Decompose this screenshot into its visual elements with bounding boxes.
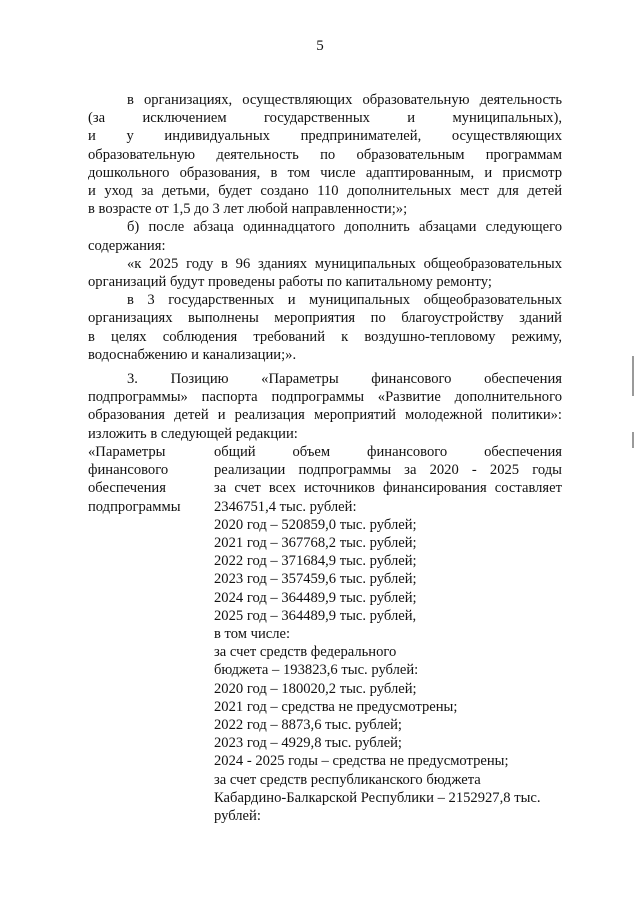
text-line: образования детей и реализация мероприятий молодежной политики»: xyxy=(88,407,562,424)
value-line: 2024 - 2025 годы – средства не предусмотрены; xyxy=(214,753,509,770)
text-line: организаций будут проведены работы по капитальному ремонту; xyxy=(88,274,492,291)
value-line: 2022 год – 371684,9 тыс. рублей; xyxy=(214,553,417,570)
label-line: обеспечения xyxy=(88,480,166,497)
paragraph-b xyxy=(88,218,562,254)
text-line: б) после абзаца одиннадцатого дополнить абзацами следующего xyxy=(127,219,562,236)
value-line: за счет средств республиканского бюджета xyxy=(214,771,481,788)
value-line: 2021 год – средства не предусмотрены; xyxy=(214,698,458,715)
value-line: 2020 год – 520859,0 тыс. рублей; xyxy=(214,516,417,533)
text-line: 3. Позицию «Параметры финансового обеспечения xyxy=(127,371,562,387)
financing-parameters-table xyxy=(88,443,562,825)
parameters-label-cell xyxy=(88,443,214,825)
text-line: образовательную деятельность по образовательным программам xyxy=(88,146,562,163)
text-line: содержания: xyxy=(88,237,166,254)
text-line: и уход за детьми, будет создано 110 дополнительных мест для детей xyxy=(88,183,562,200)
parameters-value-cell xyxy=(214,443,562,825)
value-line: 2023 год – 357459,6 тыс. рублей; xyxy=(214,571,417,588)
value-line: 2020 год – 180020,2 тыс. рублей; xyxy=(214,680,417,697)
text-line: «к 2025 году в 96 зданиях муниципальных общеобразовательных xyxy=(127,255,562,272)
value-line: за счет всех источников финансирования составляет xyxy=(214,480,562,497)
text-line: в организациях, осуществляющих образовательную деятельность xyxy=(127,92,562,108)
text-line: в возрасте от 1,5 до 3 лет любой направленности;»; xyxy=(88,201,408,218)
scan-artifact-mark xyxy=(632,356,634,396)
page-number: 5 xyxy=(316,38,324,54)
value-line: 2025 год – 364489,9 тыс. рублей, xyxy=(214,607,417,624)
label-line: подпрограммы xyxy=(88,498,181,515)
text-line: и у индивидуальных предпринимателей, осуществляющих xyxy=(88,128,562,145)
text-line: организациях выполнены мероприятия по благоустройству зданий xyxy=(88,310,562,327)
top-text-block xyxy=(88,91,562,364)
value-line: бюджета – 193823,6 тыс. рублей: xyxy=(214,662,419,679)
value-line: в том числе: xyxy=(214,626,291,643)
value-line: 2023 год – 4929,8 тыс. рублей; xyxy=(214,735,402,752)
item-3-block xyxy=(88,370,562,443)
text-line: подпрограммы» паспорта подпрограммы «Развитие дополнительного xyxy=(88,389,562,406)
value-line: 2022 год – 8873,6 тыс. рублей; xyxy=(214,717,402,734)
value-line: рублей: xyxy=(214,808,261,825)
text-line: изложить в следующей редакции: xyxy=(88,425,298,442)
paragraph-d xyxy=(88,291,562,364)
text-line: (за исключением государственных и муниципальных), xyxy=(88,110,562,127)
text-line: дошкольного образования, в том числе адаптированным, и присмотр xyxy=(88,164,562,181)
item-3-paragraph xyxy=(88,370,562,443)
text-line: в 3 государственных и муниципальных общеобразовательных xyxy=(127,292,562,309)
label-line: «Параметры xyxy=(88,444,166,460)
label-line: финансового xyxy=(88,462,169,479)
paragraph-a xyxy=(88,91,562,218)
value-line: за счет средств федерального xyxy=(214,644,397,661)
text-line: в целях соблюдения требований к воздушно-тепловому режиму, xyxy=(88,328,562,345)
value-line: 2346751,4 тыс. рублей: xyxy=(214,498,357,515)
scan-artifact-mark xyxy=(632,432,634,448)
value-line: реализации подпрограммы за 2020 - 2025 годы xyxy=(214,462,562,479)
value-line: 2024 год – 364489,9 тыс. рублей; xyxy=(214,589,417,606)
paragraph-c xyxy=(88,255,562,291)
text-line: водоснабжению и канализации;». xyxy=(88,346,297,363)
value-line: 2021 год – 367768,2 тыс. рублей; xyxy=(214,535,417,552)
value-line: общий объем финансового обеспечения xyxy=(214,444,562,460)
value-line: Кабардино-Балкарской Республики – 2152927,8 тыс. xyxy=(214,789,541,806)
